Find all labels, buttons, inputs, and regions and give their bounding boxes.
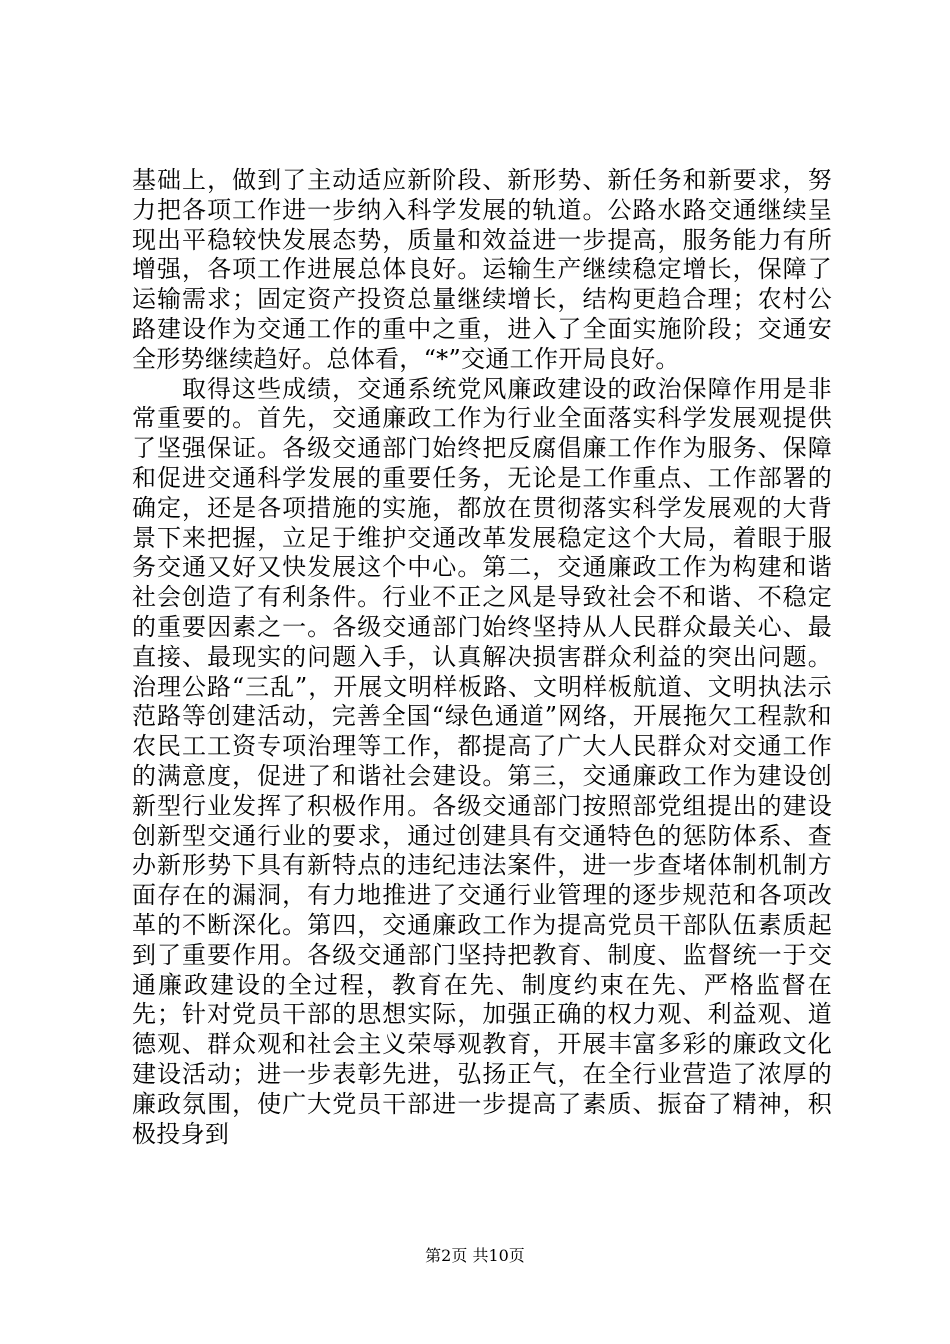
paragraph-1: 基础上，做到了主动适应新阶段、新形势、新任务和新要求，努力把各项工作进一步纳入科学发展的轨道。公路水路交通继续呈现出平稳较快发展态势，质量和效益进一步提高，服务能力有所增强，各项工作进展总体良好。运输生产继续稳定增长，保障了运输需求；固定资产投资总量继续增长，结构更趋合理；农村公路建设作为交通工作的重中之重，进入了全面实施阶段；交通安全形势继续趋好。总体看，“*”交通工作开局良好。 <box>132 166 832 373</box>
page-footer: 第2页 共10页 <box>425 1246 525 1265</box>
paragraph-2: 取得这些成绩，交通系统党风廉政建设的政治保障作用是非常重要的。首先，交通廉政工作为行业全面落实科学发展观提供了坚强保证。各级交通部门始终把反腐倡廉工作作为服务、保障和促进交通科学发展的重要任务，无论是工作重点、工作部署的确定，还是各项措施的实施，都放在贯彻落实科学发展观的大背景下来把握，立足于维护交通改革发展稳定这个大局，着眼于服务交通又好又快发展这个中心。第二，交通廉政工作为构建和谐社会创造了有利条件。行业不正之风是导致社会不和谐、不稳定的重要因素之一。各级交通部门始终坚持从人民群众最关心、最直接、最现实的问题入手，认真解决损害群众利益的突出问题。治理公路“三乱”，开展文明样板路、文明样板航道、文明执法示范路等创建活动，完善全国“绿色通道”网络，开展拖欠工程款和农民工工资专项治理等工作，都提高了广大人民群众对交通工作的满意度，促进了和谐社会建设。第三，交通廉政工作为建设创新型行业发挥了积极作用。各级交通部门按照部党组提出的建设创新型交通行业的要求，通过创建具有交通特色的惩防体系、查办新形势下具有新特点的违纪违法案件，进一步查堵体制机制方面存在的漏洞，有力地推进了交通行业管理的逐步规范和各项改革的不断深化。第四，交通廉政工作为提高党员干部队伍素质起到了重要作用。各级交通部门坚持把教育、制度、监督统一于交通廉政建设的全过程，教育在先、制度约束在先、严格监督在先；针对党员干部的思想实际，加强正确的权力观、利益观、道德观、群众观和社会主义荣辱观教育，开展丰富多彩的廉政文化建设活动；进一步表彰先进，弘扬正气，在全行业营造了浓厚的廉政氛围，使广大党员干部进一步提高了素质、振奋了精神，积极投身到 <box>132 374 832 1148</box>
document-body <box>132 166 832 1149</box>
